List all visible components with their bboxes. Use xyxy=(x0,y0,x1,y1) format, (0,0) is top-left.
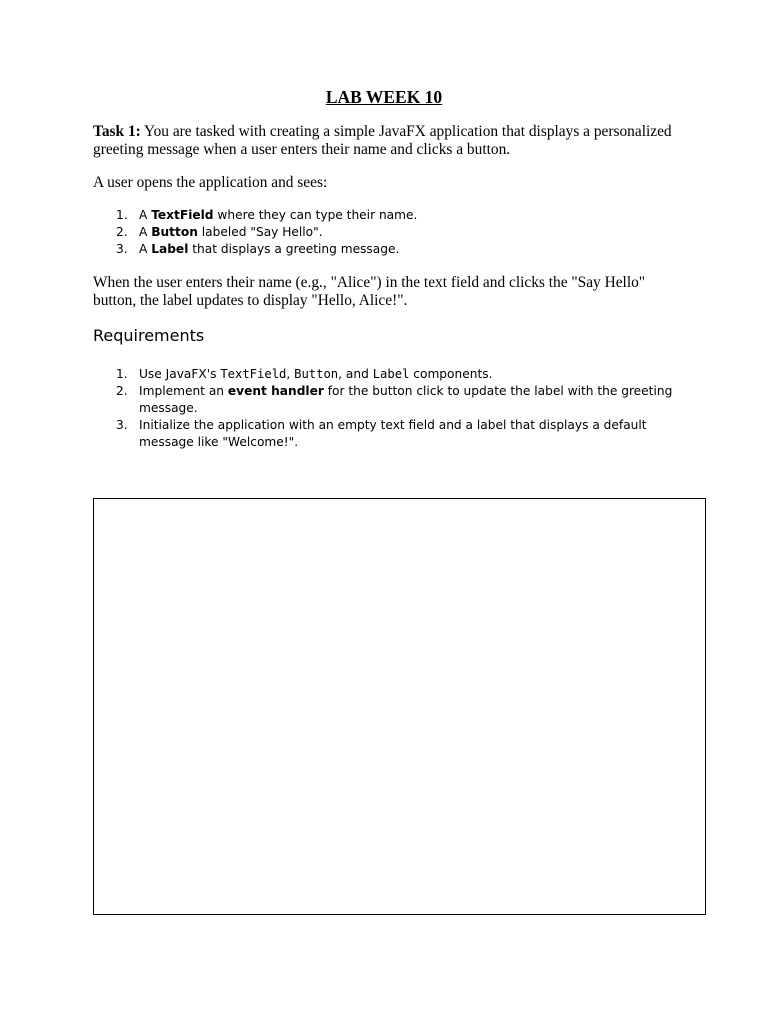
list-item-text: where they can type their name. xyxy=(213,208,418,222)
list-item-number: 1. xyxy=(116,367,128,381)
list-item xyxy=(93,207,683,224)
list-item-text: Use JavaFX's xyxy=(139,367,221,381)
ui-elements-list xyxy=(93,207,683,258)
list-item-text: A xyxy=(139,225,152,239)
code-button: Button xyxy=(294,367,339,381)
list-item-bold: Label xyxy=(151,242,189,256)
list-item-bold: Button xyxy=(151,225,198,239)
list-item-text: labeled "Say Hello". xyxy=(197,225,323,239)
list-item-number: 1. xyxy=(116,208,128,222)
list-item-text: Implement an xyxy=(139,384,228,398)
list-item xyxy=(93,224,683,241)
list-item xyxy=(93,383,683,417)
list-item-number: 3. xyxy=(116,242,128,256)
list-item-text: , and xyxy=(338,367,373,381)
list-item-number: 2. xyxy=(116,225,128,239)
requirements-heading: Requirements xyxy=(93,326,205,345)
list-item-text: for the button click to update the label with the greeting message. xyxy=(139,384,673,415)
list-item-text: A xyxy=(139,242,152,256)
list-item-text: A xyxy=(139,208,152,222)
task-paragraph xyxy=(93,123,683,158)
list-item-text: Initialize the application with an empty text field and a label that displays a default message like "Welcome!". xyxy=(139,418,647,449)
list-item-text: , xyxy=(286,367,295,381)
list-item xyxy=(93,366,683,383)
requirements-list xyxy=(93,366,683,451)
code-label: Label xyxy=(372,367,410,381)
list-item-number: 2. xyxy=(116,384,128,398)
behavior-paragraph: When the user enters their name (e.g., "Alice") in the text field and clicks the "Say Hello" button, the label updates to display "Hello, Alice!". xyxy=(93,274,646,309)
document-title: LAB WEEK 10 xyxy=(325,87,443,107)
list-item-text: that displays a greeting message. xyxy=(188,242,400,256)
task-label: Task 1: xyxy=(93,123,141,140)
list-item-bold: TextField xyxy=(151,208,214,222)
list-item xyxy=(93,241,683,258)
code-textfield: TextField xyxy=(220,367,287,381)
list-item-text: components. xyxy=(409,367,493,381)
task-text: You are tasked with creating a simple JavaFX application that displays a personalized greeting message when a user enters their name and clicks a button. xyxy=(93,123,672,158)
list-item-number: 3. xyxy=(116,418,128,432)
list-item-bold: event handler xyxy=(227,384,324,398)
list-item xyxy=(93,417,683,451)
intro-paragraph: A user opens the application and sees: xyxy=(93,174,328,191)
answer-box xyxy=(93,498,706,915)
